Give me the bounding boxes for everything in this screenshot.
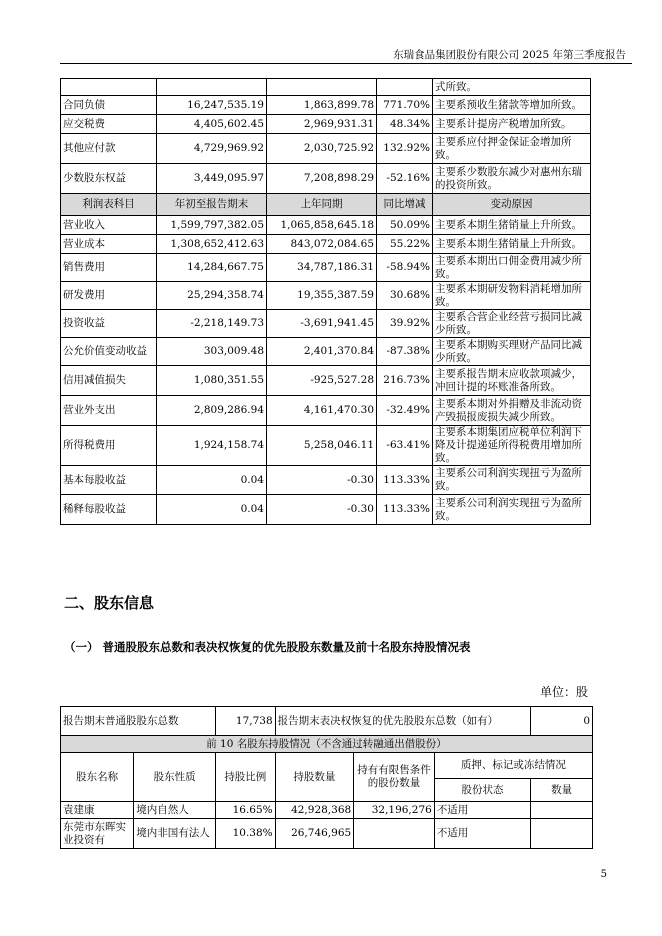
- table-row: [61, 338, 591, 366]
- row-current: 1,308,652,412.63: [157, 235, 267, 254]
- row-previous: -0.30: [267, 466, 377, 495]
- holding-quantity: 26,746,965: [275, 819, 354, 849]
- row-current: 303,009.48: [157, 338, 267, 366]
- shareholder-name: 东莞市东晖实业投资有: [61, 819, 134, 849]
- share-status: 不适用: [434, 819, 530, 849]
- row-item: 营业成本: [61, 235, 157, 254]
- row-change: 113.33%: [377, 466, 433, 495]
- row-previous: 1,065,858,645.18: [267, 216, 377, 235]
- row-reason: 主要系公司利润实现扭亏为盈所致。: [433, 495, 591, 525]
- row-item: 合同负债: [61, 96, 157, 115]
- total-shareholders-value: 17,738: [215, 707, 275, 736]
- col-share-status: 股份状态: [434, 779, 530, 802]
- row-current: 0.04: [157, 495, 267, 525]
- financial-change-table: [60, 78, 591, 525]
- row-current: 14,284,667.75: [157, 254, 267, 282]
- section-title: 二、股东信息: [64, 594, 155, 612]
- table-row: [61, 115, 591, 134]
- row-reason: 主要系公司利润实现扭亏为盈所致。: [433, 466, 591, 495]
- row-reason: 主要系计提房产税增加所致。: [433, 115, 591, 134]
- row-reason: 主要系本期研发物料消耗增加所致。: [433, 282, 591, 310]
- row-change: -58.94%: [377, 254, 433, 282]
- row-previous: [267, 79, 377, 96]
- row-change: 50.09%: [377, 216, 433, 235]
- col-share-count: 数量: [531, 779, 593, 802]
- table-row: [61, 819, 593, 849]
- row-change: -63.41%: [377, 426, 433, 466]
- row-previous: 2,969,931.31: [267, 115, 377, 134]
- holding-quantity: 42,928,368: [275, 802, 354, 819]
- row-reason: 主要系本期对外捐赠及非流动资产毁损报废损失减少所致。: [433, 396, 591, 426]
- row-previous: 2,030,725.92: [267, 134, 377, 164]
- row-previous: -3,691,941.45: [267, 310, 377, 338]
- row-previous: 5,258,046.11: [267, 426, 377, 466]
- row-change: 48.34%: [377, 115, 433, 134]
- col-header-previous: 上年同期: [267, 194, 377, 216]
- row-change: 771.70%: [377, 96, 433, 115]
- row-reason: 主要系本期生猪销量上升所致。: [433, 235, 591, 254]
- row-change: -52.16%: [377, 164, 433, 194]
- col-restricted-shares: 持有有限售条件的股份数量: [354, 753, 435, 802]
- row-current: [157, 79, 267, 96]
- row-current: 4,729,969.92: [157, 134, 267, 164]
- unit-label: 单位：股: [539, 685, 588, 699]
- row-item: 销售费用: [61, 254, 157, 282]
- restricted-shares: 32,196,276: [354, 802, 435, 819]
- page-number: 5: [600, 869, 607, 880]
- row-change: -32.49%: [377, 396, 433, 426]
- row-current: -2,218,149.73: [157, 310, 267, 338]
- row-reason: 主要系本期生猪销量上升所致。: [433, 216, 591, 235]
- row-previous: 19,355,387.59: [267, 282, 377, 310]
- row-current: 4,405,602.45: [157, 115, 267, 134]
- row-item: 信用减值损失: [61, 366, 157, 396]
- table-row: [61, 466, 591, 495]
- top10-title: 前 10 名股东持股情况（不含通过转融通出借股份）: [61, 736, 593, 753]
- row-current: 2,809,286.94: [157, 396, 267, 426]
- row-reason: 式所致。: [433, 79, 591, 96]
- col-holding-ratio: 持股比例: [215, 753, 275, 802]
- row-change: 55.22%: [377, 235, 433, 254]
- row-previous: 4,161,470.30: [267, 396, 377, 426]
- col-holding-quantity: 持股数量: [275, 753, 354, 802]
- table-row: [61, 426, 591, 466]
- row-previous: -925,527.28: [267, 366, 377, 396]
- table-row: [61, 216, 591, 235]
- row-item: [61, 79, 157, 96]
- shareholder-nature: 境内非国有法人: [134, 819, 216, 849]
- share-count: [531, 802, 593, 819]
- table-row: [61, 366, 591, 396]
- table-row: [61, 254, 591, 282]
- row-item: 公允价值变动收益: [61, 338, 157, 366]
- table-row: [61, 310, 591, 338]
- row-reason: 主要系预收生猪款等增加所致。: [433, 96, 591, 115]
- holding-ratio: 10.38%: [215, 819, 275, 849]
- col-header-change: 同比增减: [377, 194, 433, 216]
- row-item: 营业外支出: [61, 396, 157, 426]
- row-reason: 主要系本期购买理财产品同比减少所致。: [433, 338, 591, 366]
- row-current: 1,924,158.74: [157, 426, 267, 466]
- share-count: [531, 819, 593, 849]
- row-reason: 主要系应付押金保证金增加所致。: [433, 134, 591, 164]
- col-header-current: 年初至报告期末: [157, 194, 267, 216]
- row-current: 1,080,351.55: [157, 366, 267, 396]
- table-row: [61, 396, 591, 426]
- row-item: 所得税费用: [61, 426, 157, 466]
- table-header-row: [61, 194, 591, 216]
- table-row: [61, 96, 591, 115]
- row-previous: 7,208,898.29: [267, 164, 377, 194]
- row-previous: 2,401,370.84: [267, 338, 377, 366]
- row-reason: 主要系本期集团应税单位利润下降及计提递延所得税费用增加所致。: [433, 426, 591, 466]
- col-header-reason: 变动原因: [433, 194, 591, 216]
- row-current: 0.04: [157, 466, 267, 495]
- row-item: 营业收入: [61, 216, 157, 235]
- row-change: 216.73%: [377, 366, 433, 396]
- col-pledge-status: 质押、标记或冻结情况: [434, 753, 592, 779]
- row-item: 少数股东权益: [61, 164, 157, 194]
- row-change: [377, 79, 433, 96]
- table-row: [61, 235, 591, 254]
- row-change: -87.38%: [377, 338, 433, 366]
- row-previous: 843,072,084.65: [267, 235, 377, 254]
- row-current: 3,449,095.97: [157, 164, 267, 194]
- table-row: [61, 495, 591, 525]
- preferred-shareholders-label: 报告期末表决权恢复的优先股股东总数（如有）: [275, 707, 531, 736]
- row-change: 132.92%: [377, 134, 433, 164]
- row-reason: 主要系少数股东减少对惠州东瑞的投资所致。: [433, 164, 591, 194]
- shareholder-table: [60, 706, 593, 849]
- table-row: [61, 802, 593, 819]
- table-row: [61, 134, 591, 164]
- col-shareholder-nature: 股东性质: [134, 753, 216, 802]
- row-previous: 1,863,899.78: [267, 96, 377, 115]
- row-current: 25,294,358.74: [157, 282, 267, 310]
- total-shareholders-label: 报告期末普通股股东总数: [61, 707, 216, 736]
- row-current: 1,599,797,382.05: [157, 216, 267, 235]
- shareholder-name: 袁建康: [61, 802, 134, 819]
- holding-ratio: 16.65%: [215, 802, 275, 819]
- row-reason: 主要系报告期末应收款项减少，冲回计提的坏账准备所致。: [433, 366, 591, 396]
- row-change: 113.33%: [377, 495, 433, 525]
- shareholder-nature: 境内自然人: [134, 802, 216, 819]
- row-previous: -0.30: [267, 495, 377, 525]
- table-row: [61, 282, 591, 310]
- table-row: [61, 164, 591, 194]
- row-current: 16,247,535.19: [157, 96, 267, 115]
- row-item: 投资收益: [61, 310, 157, 338]
- preferred-shareholders-value: 0: [531, 707, 593, 736]
- report-header: 东瑞食品集团股份有限公司 2025 年第三季度报告: [393, 49, 626, 61]
- row-change: 30.68%: [377, 282, 433, 310]
- row-item: 稀释每股收益: [61, 495, 157, 525]
- col-header-item: 利润表科目: [61, 194, 157, 216]
- row-previous: 34,787,186.31: [267, 254, 377, 282]
- header-divider: [60, 63, 632, 64]
- share-status: 不适用: [434, 802, 530, 819]
- row-item: 基本每股收益: [61, 466, 157, 495]
- col-shareholder-name: 股东名称: [61, 753, 134, 802]
- row-item: 研发费用: [61, 282, 157, 310]
- row-item: 应交税费: [61, 115, 157, 134]
- restricted-shares: [354, 819, 435, 849]
- row-reason: 主要系合营企业经营亏损同比减少所致。: [433, 310, 591, 338]
- row-change: 39.92%: [377, 310, 433, 338]
- row-item: 其他应付款: [61, 134, 157, 164]
- row-reason: 主要系本期出口佣金费用减少所致。: [433, 254, 591, 282]
- table-row: [61, 79, 591, 96]
- section-subtitle: （一） 普通股股东总数和表决权恢复的优先股股东数量及前十名股东持股情况表: [64, 640, 471, 654]
